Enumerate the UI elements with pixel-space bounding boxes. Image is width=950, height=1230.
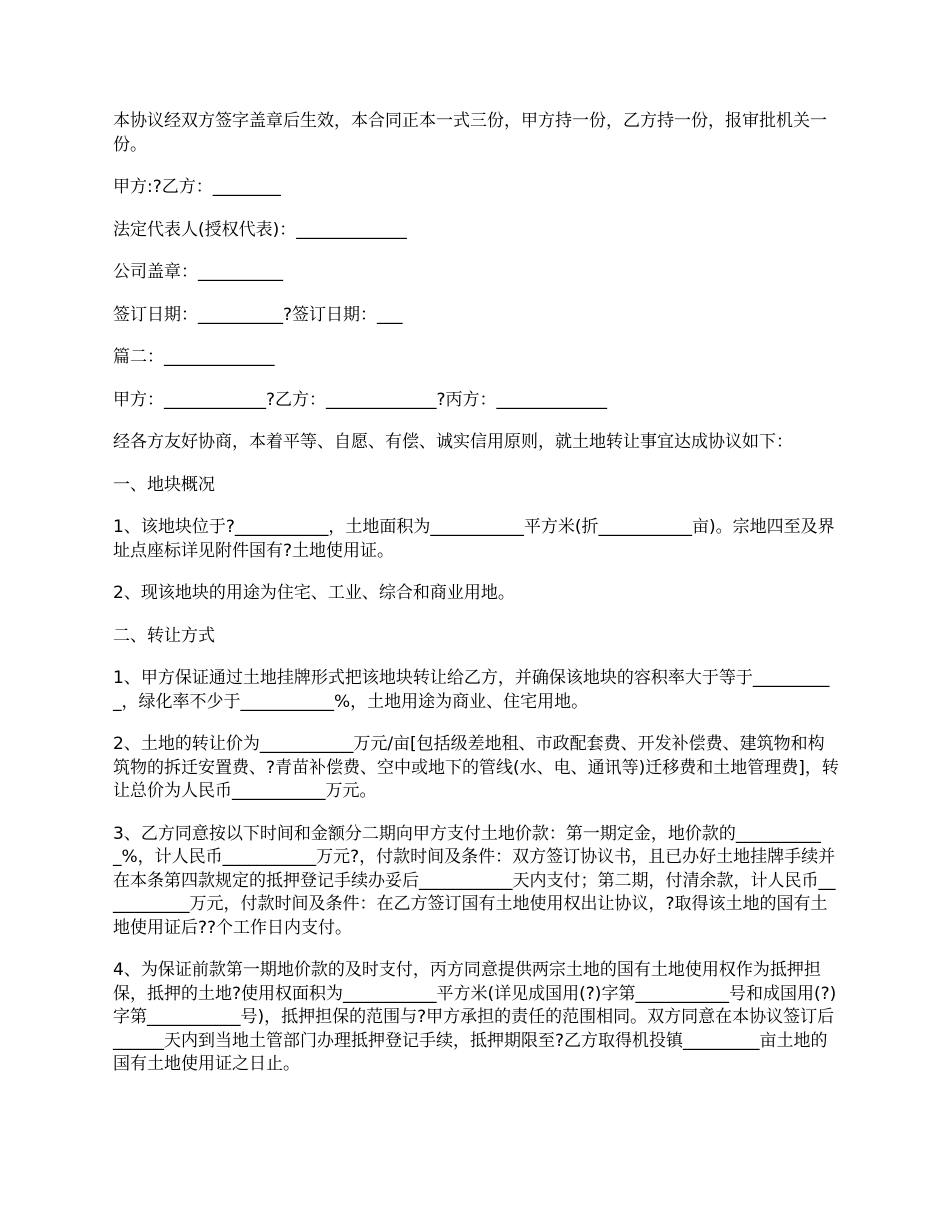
company-seal-line: 公司盖章：__________ xyxy=(113,262,283,282)
legal-representative-line: 法定代表人(授权代表)：_____________ xyxy=(113,219,407,240)
clause-payment-schedule: 3、乙方同意按以下时间和金额分二期向甲方支付土地价款：第一期定金，地价款的___________%，计人民币___________万元?，付款时间及条件：双方签订协议书，且已办好土地挂牌手续并在本条第四款规定的抵押登记手续办妥后___________天内支付；第二期，付清余款，计人民币___________万元，付款时间及条件：在乙方签订国有土地使用权出让协议，?取得该土地的国有土地使用证后??个工作日内支付。 xyxy=(113,823,836,938)
clause-land-use: 2、现该地块的用途为住宅、工业、综合和商业用地。 xyxy=(113,583,515,603)
clause-mortgage-guarantee: 4、为保证前款第一期地价款的及时支付，丙方同意提供两宗土地的国有土地使用权作为抵押担保，抵押的土地?使用权面积为___________平方米(详见成国用(?)字第___________号和成国用(?)字第___________号)，抵押担保的范围与?甲方承担的责任的范围相同。双方同意在本协议签订后______天内到当地土管部门办理抵押登记手续，抵押期限至?乙方取得机投镇_________亩土地的国有土地使用证之日止。 xyxy=(113,960,837,1074)
clause-listing-guarantee: 1、甲方保证通过土地挂牌形式把该地块转让给乙方，并确保该地块的容积率大于等于__________，绿化率不少于___________%，土地用途为商业、住宅用地。 xyxy=(113,668,830,712)
effect-clause: 本协议经双方签字盖章后生效，本合同正本一式三份，甲方持一份，乙方持一份，报审批机关一份。 xyxy=(113,111,827,155)
signing-date-line: 签订日期：__________?签订日期：___ xyxy=(113,304,403,325)
preamble: 经各方友好协商，本着平等、自愿、有偿、诚实信用原则，就土地转让事宜达成协议如下： xyxy=(113,432,793,452)
section-heading-part-two: 篇二：_____________ xyxy=(113,347,275,367)
clause-transfer-price: 2、土地的转让价为___________万元/亩[包括级差地租、市政配套费、开发补偿费、建筑物和构筑物的拆迁安置费、?青苗补偿费、空中或地下的管线(水、电、通讯等)迁移费和土地管理费]，转让总价为人民币___________万元。 xyxy=(113,734,839,801)
section-heading-transfer-method: 二、转让方式 xyxy=(113,625,215,646)
clause-land-location: 1、该地块位于?___________，土地面积为___________平方米(折___________亩)。宗地四至及界址点座标详见附件国有?土地使用证。 xyxy=(113,517,835,561)
section-heading-land-overview: 一、地块概况 xyxy=(113,474,215,495)
party-signature-line: 甲方:?乙方：________ xyxy=(113,177,281,197)
parties-line: 甲方：____________?乙方：_____________?丙方：_____________ xyxy=(113,389,608,410)
